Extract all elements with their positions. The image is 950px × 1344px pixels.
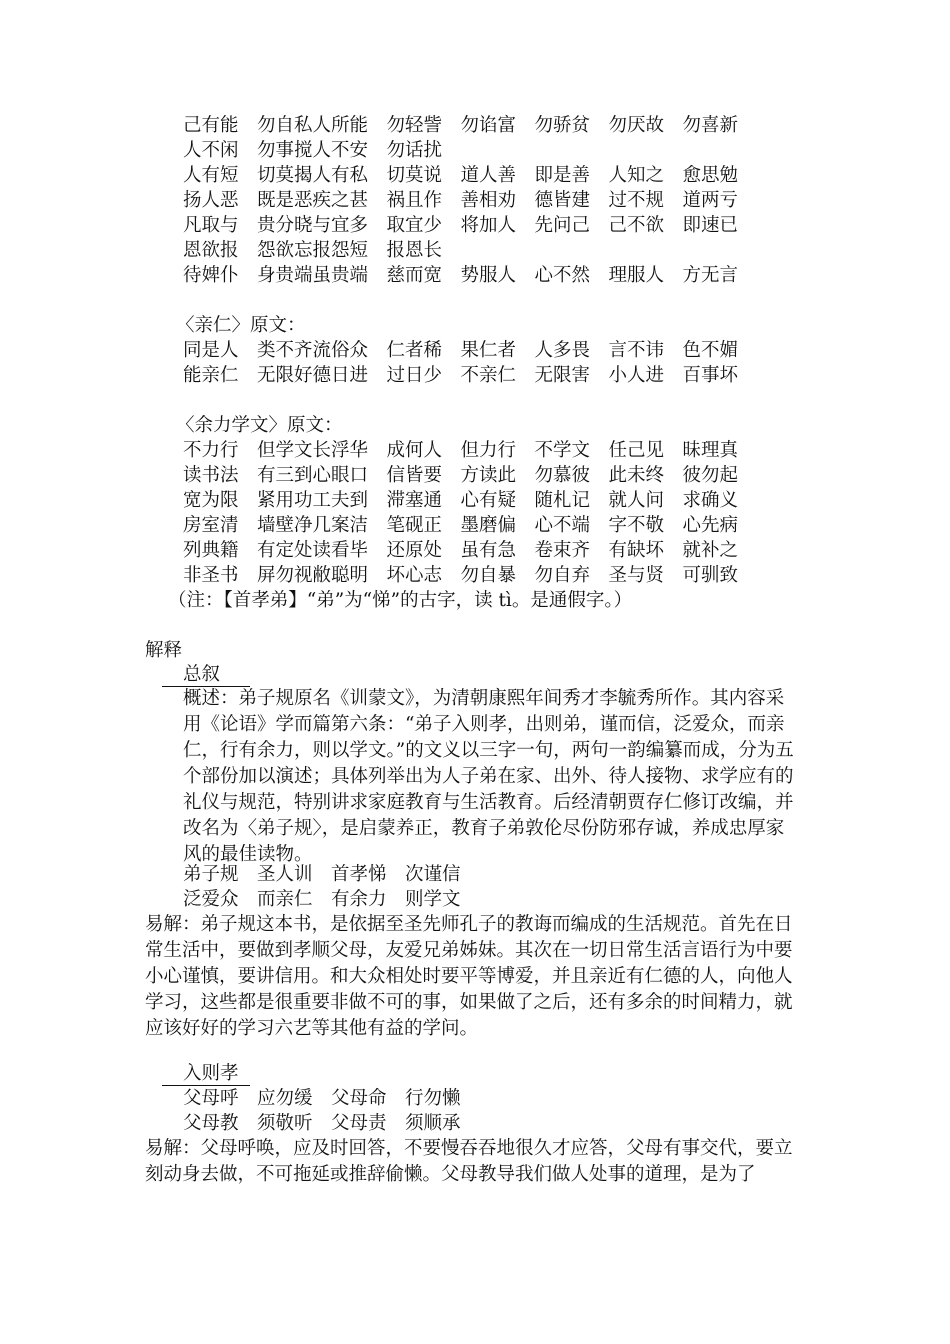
verse-line: 不力行 但学文长浮华 成何人 但力行 不学文 任己见 昧理真 xyxy=(183,440,739,461)
verse-line: 房室清 墙壁净几案洁 笔砚正 墨磨偏 心不端 字不敬 心先病 xyxy=(183,515,739,536)
verse-line: 人有短 切莫揭人有私 切莫说 道人善 即是善 人知之 愈思勉 xyxy=(183,165,739,186)
quote-line: 弟子规 圣人训 首孝悌 次谨信 xyxy=(183,864,461,885)
section-label: 解释 xyxy=(145,640,183,661)
verse-line: 人不闲 勿事搅人不安 勿话扰 xyxy=(183,140,443,161)
explanation-paragraph: 易解：父母呼唤，应及时回答，不要慢吞吞地很久才应答，父母有事交代，要立刻动身去做，不可拖延或推辞偷懒。父母教导我们做人处事的道理，是为了 xyxy=(145,1138,793,1185)
subsection-heading: 入则孝 xyxy=(162,1061,250,1086)
footnote: （注：【首孝弟】“弟”为“悌”的古字，读 tì。是通假字。） xyxy=(168,590,633,611)
verse-line: 能亲仁 无限好德日进 过日少 不亲仁 无限害 小人进 百事坏 xyxy=(183,365,739,386)
subsection-heading: 总叙 xyxy=(162,662,250,687)
verse-line: 列典籍 有定处读看毕 还原处 虽有急 卷束齐 有缺坏 就补之 xyxy=(183,540,739,561)
quote-line: 父母呼 应勿缓 父母命 行勿懒 xyxy=(183,1088,461,1109)
verse-line: 非圣书 屏勿视敝聪明 坏心志 勿自暴 勿自弃 圣与贤 可驯致 xyxy=(183,565,739,586)
quote-line: 泛爱众 而亲仁 有余力 则学文 xyxy=(183,889,461,910)
verse-line: 同是人 类不齐流俗众 仁者稀 果仁者 人多畏 言不讳 色不媚 xyxy=(183,340,739,361)
verse-line: 凡取与 贵分晓与宜多 取宜少 将加人 先问己 己不欲 即速已 xyxy=(183,215,739,236)
overview-paragraph xyxy=(145,686,797,868)
verse-line: 待婢仆 身贵端虽贵端 慈而宽 势服人 心不然 理服人 方无言 xyxy=(183,265,739,286)
verse-line: 恩欲报 怨欲忘报怨短 报恩长 xyxy=(183,240,443,261)
verse-line: 读书法 有三到心眼口 信皆要 方读此 勿慕彼 此未终 彼勿起 xyxy=(183,465,739,486)
qinren-header: 〈亲仁〉原文： xyxy=(176,315,306,336)
explanation-paragraph: 易解：弟子规这本书，是依据至圣先师孔子的教诲而编成的生活规范。首先在日常生活中，要做到孝顺父母，友爱兄弟姊妹。其次在一切日常生活言语行为中要小心谨慎，要讲信用。和大众相处时要平等博爱，并且亲近有仁德的人，向他人学习，这些都是很重要非做不可的事，如果做了之后，还有多余的时间精力，就应该好好的学习六艺等其他有益的学问。 xyxy=(145,914,793,1039)
quote-line: 父母教 须敬听 父母责 须顺承 xyxy=(183,1113,461,1134)
verse-line: 宽为限 紧用功工夫到 滞塞通 心有疑 随札记 就人问 求确义 xyxy=(183,490,739,511)
yuli-header: 〈余力学文〉原文： xyxy=(176,415,343,436)
verse-line: 己有能 勿自私人所能 勿轻訾 勿谄富 勿骄贫 勿厌故 勿喜新 xyxy=(183,115,739,136)
overview-text: 概述：弟子规原名《训蒙文》，为清朝康熙年间秀才李毓秀所作。其内容采用《论语》学而篇第六条：“弟子入则孝，出则弟，谨而信，泛爱众，而亲仁，行有余力，则以学文。”的文义以三字一句，两句一韵编纂而成，分为五个部份加以演述；具体列举出为人子弟在家、出外、待人接物、求学应有的礼仪与规范，特别讲求家庭教育与生活教育。后经清朝贾存仁修订改编，并改名为〈弟子规〉，是启蒙养正，教育子弟敦伦尽份防邪存诚，养成忠厚家风的最佳读物。 xyxy=(183,688,794,865)
verse-line: 扬人恶 既是恶疾之甚 祸且作 善相劝 德皆建 过不规 道两亏 xyxy=(183,190,739,211)
